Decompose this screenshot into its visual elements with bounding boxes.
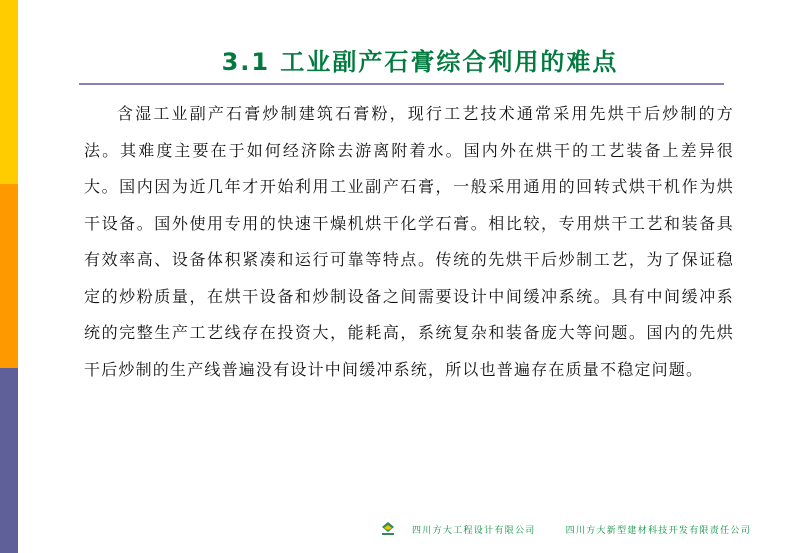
company-logo-icon: [380, 521, 396, 537]
side-bar-purple: [0, 368, 18, 553]
side-bar-yellow: [0, 0, 18, 184]
title-divider: [79, 83, 724, 85]
side-bar-orange: [0, 184, 18, 368]
footer-company-2: 四川方大新型建材科技开发有限责任公司: [565, 525, 752, 536]
slide-title: 3.1 工业副产石膏综合利用的难点: [221, 48, 619, 76]
footer: [380, 519, 751, 539]
footer-company-1: 四川方大工程设计有限公司: [412, 525, 536, 536]
slide-body-text: 含湿工业副产石膏炒制建筑石膏粉，现行工艺技术通常采用先烘干后炒制的方法。其难度主要在于如何经济除去游离附着水。国内外在烘干的工艺装备上差异很大。国内因为近几年才开始利用工业副产石膏，一般采用通用的回转式烘干机作为烘干设备。国外使用专用的快速干燥机烘干化学石膏。相比较，专用烘干工艺和装备具有效率高、设备体积紧凑和运行可靠等特点。传统的先烘干后炒制工艺，为了保证稳定的炒粉质量，在烘干设备和炒制设备之间需要设计中间缓冲系统。具有中间缓冲系统的完整生产工艺线存在投资大，能耗高，系统复杂和装备庞大等问题。国内的先烘干后炒制的生产线普遍没有设计中间缓冲系统，所以也普遍存在质量不稳定问题。: [84, 104, 734, 379]
